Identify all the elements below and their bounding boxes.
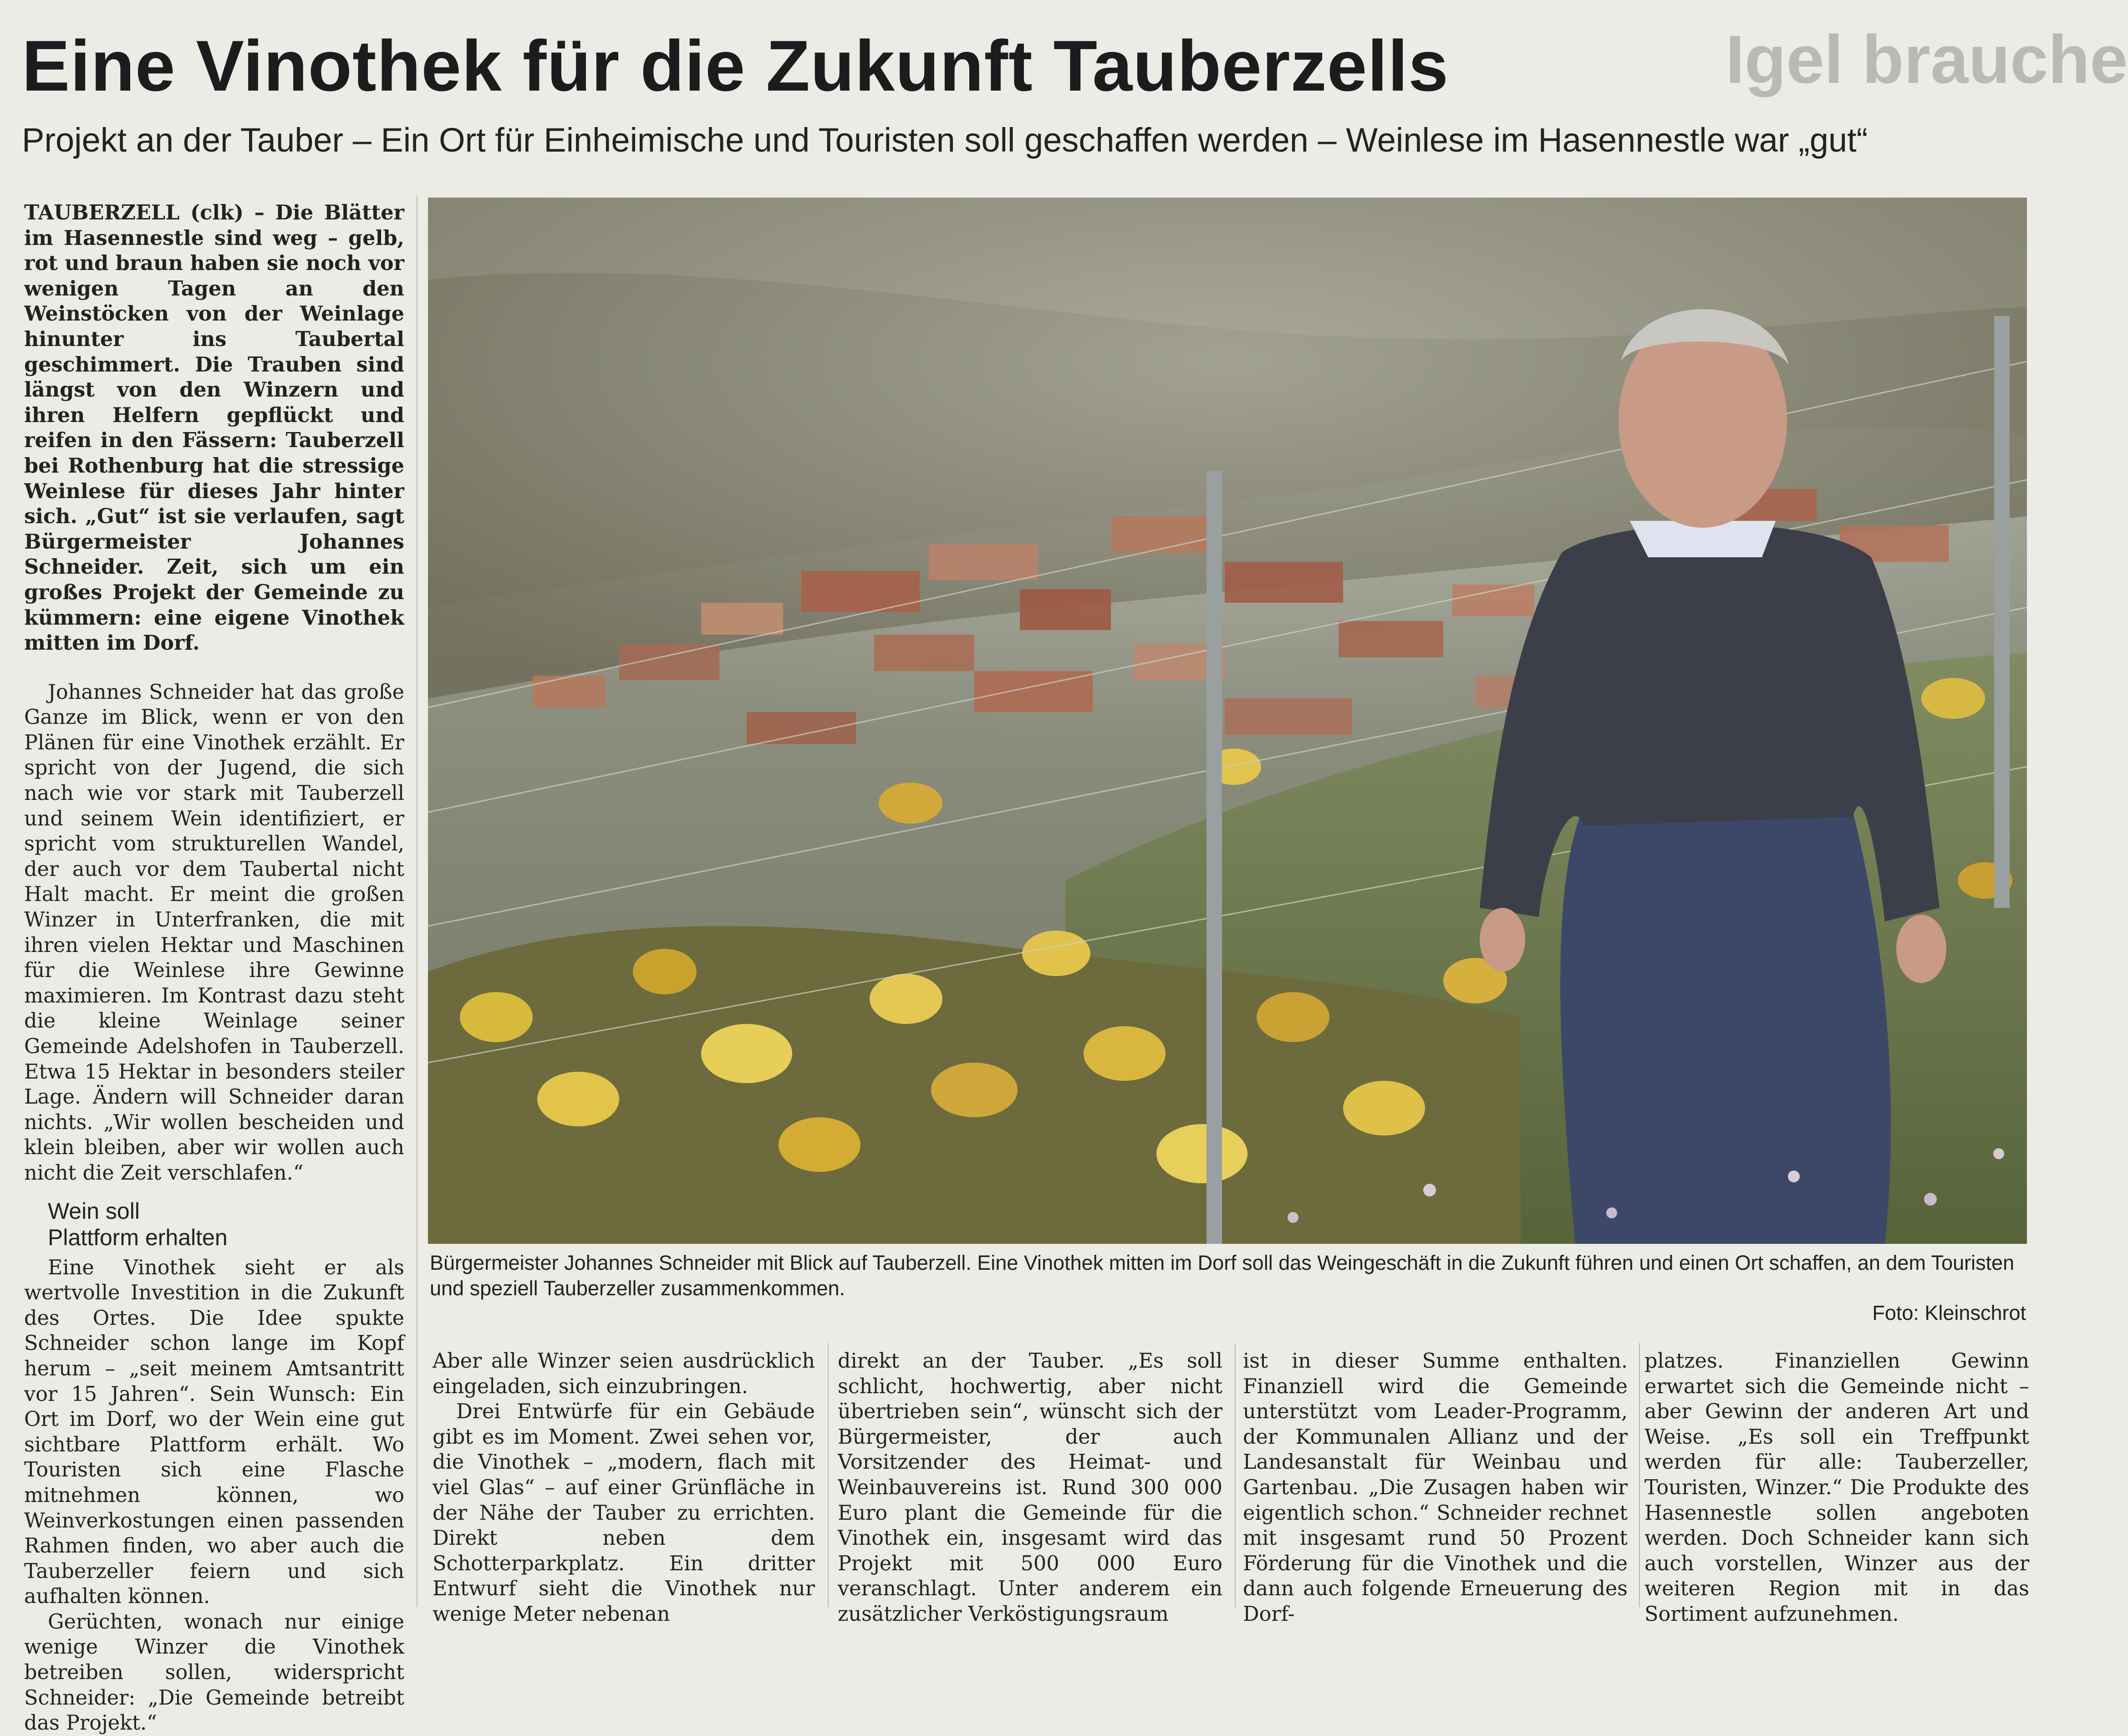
lead-text: Die Blätter im Hasennestle sind weg – gelb, rot und braun haben sie noch vor wenigen Tagen an den Weinstöcken von der Weinlage hinunter ins Taubertal geschimmert. Die Trauben sind längst von den Winzern und ihren Helfern gepflückt und reifen in den Fässern: Tauberzell bei Rothenburg hat die stressige Weinlese für dieses Jahr hinter sich. „Gut“ ist sie verlaufen, sagt Bürgermeister Johannes Schneider. Zeit, sich um ein großes Projekt der Gemeinde zu kümmern: eine eigene Vinothek mitten im Dorf. [24, 201, 404, 655]
vineyard-photo [428, 198, 2027, 1244]
article-subheadline: Projekt an der Tauber – Ein Ort für Einheimische und Touristen soll geschaffen werden – Weinlese im Hasennestle war „gut“ [22, 121, 1868, 159]
column-rule [828, 1343, 829, 1607]
body-paragraph: Eine Vinothek sieht er als wertvolle Investition in die Zukunft des Ortes. Die Idee spukte Schneider schon lange im Kopf herum – „seit meinem Amtsantritt vor 15 Jahren“. Sein Wunsch: Ein Ort im Dorf, wo der Wein eine gut sichtbare Plattform erhält. Wo Touristen sich eine Flasche mitnehmen können, wo Weinverkostungen einen passenden Rahmen finden, wo aber auch die Tauberzeller feiern und sich aufhalten können. [24, 1256, 404, 1609]
column-rule [1639, 1343, 1640, 1607]
photo-caption: Bürgermeister Johannes Schneider mit Blick auf Tauberzell. Eine Vinothek mitten im Dorf soll das Weingeschäft in die Zukunft führen und einen Ort schaffen, an dem Touristen und speziell Tauberzeller zusammenkommen. [430, 1251, 2015, 1300]
body-paragraph: platzes. Finanziellen Gewinn erwartet sich die Gemeinde nicht – aber Gewinn der anderen Art und Weise. „Es soll ein Treffpunkt werden für alle: Tauberzeller, Touristen, Winzer.“ Die Produkte des Hasennestle sollen angeboten werden. Doch Schneider kann sich auch vorstellen, Winzer aus der weiteren Region mit in das Sortiment aufzunehmen. [1644, 1349, 2029, 1626]
body-paragraph: ist in dieser Summe enthalten. Finanziell wird die Gemeinde unterstützt vom Leader-Programm, der Kommunalen Allianz und der Landesanstalt für Weinbau und Gartenbau. „Die Zusagen haben wir eigentlich schon.“ Schneider rechnet mit insgesamt rund 50 Prozent Förderung für die Vinothek und die dann auch folgende Erneuerung des Dorf- [1243, 1349, 1628, 1626]
column-1 [24, 200, 404, 1736]
column-rule [1235, 1343, 1236, 1607]
body-paragraph: Aber alle Winzer seien ausdrücklich eingeladen, sich einzubringen. [433, 1349, 815, 1398]
body-paragraph: direkt an der Tauber. „Es soll schlicht, hochwertig, aber nicht übertrieben sein“, wünscht sich der Bürgermeister, der auch Vorsitzender des Heimat- und Weinbauvereins ist. Rund 300 000 Euro plant die Gemeinde für die Vinothek ein, insgesamt wird das Projekt mit 500 000 Euro veranschlagt. Unter anderem ein zusätzlicher Verköstigungsraum [838, 1349, 1222, 1626]
neighbor-headline-fragment: Igel brauche [1726, 21, 2128, 97]
article-photo [428, 198, 2027, 1244]
photo-credit: Foto: Kleinschrot [1872, 1301, 2026, 1324]
article-headline: Eine Vinothek für die Zukunft Tauberzells [22, 26, 1449, 106]
body-paragraph: Johannes Schneider hat das große Ganze im Blick, wenn er von den Plänen für eine Vinothek erzählt. Er spricht von der Jugend, die sich nach wie vor stark mit Tauberzell und seinem Wein identifiziert, er spricht vom strukturellen Wandel, der auch vor dem Taubertal nicht Halt macht. Er meint die großen Winzer in Unterfranken, die mit ihren vielen Hektar und Maschinen für die Weinlese ihre Gewinne maximieren. Im Kontrast dazu steht die kleine Weinlage seiner Gemeinde Adelshofen in Tauberzell. Etwa 15 Hektar in besonders steiler Lage. Ändern will Schneider daran nichts. „Wir wollen bescheiden und klein bleiben, aber wir wollen auch nicht die Zeit verschlafen.“ [24, 680, 404, 1185]
column-2 [433, 1349, 815, 1627]
section-subhead-line2: Plattform erhalten [48, 1224, 228, 1250]
lead-paragraph [24, 200, 404, 656]
column-3 [838, 1349, 1222, 1627]
column-5 [1644, 1349, 2029, 1627]
dateline: TAUBERZELL (clk) – [24, 201, 265, 224]
column-4 [1243, 1349, 1628, 1627]
section-subhead-line1: Wein soll [48, 1198, 140, 1224]
body-paragraph: Gerüchten, wonach nur einige wenige Winzer die Vinothek betreiben sollen, widerspricht Schneider: „Die Gemeinde betreibt das Projekt.“ [24, 1610, 404, 1735]
body-paragraph: Drei Entwürfe für ein Gebäude gibt es im Moment. Zwei sehen vor, die Vinothek – „modern, flach mit viel Glas“ – auf einer Grünfläche in der Nähe der Tauber zu errichten. Direkt neben dem Schotterparkplatz. Ein dritter Entwurf sieht die Vinothek nur wenige Meter nebenan [433, 1400, 815, 1626]
